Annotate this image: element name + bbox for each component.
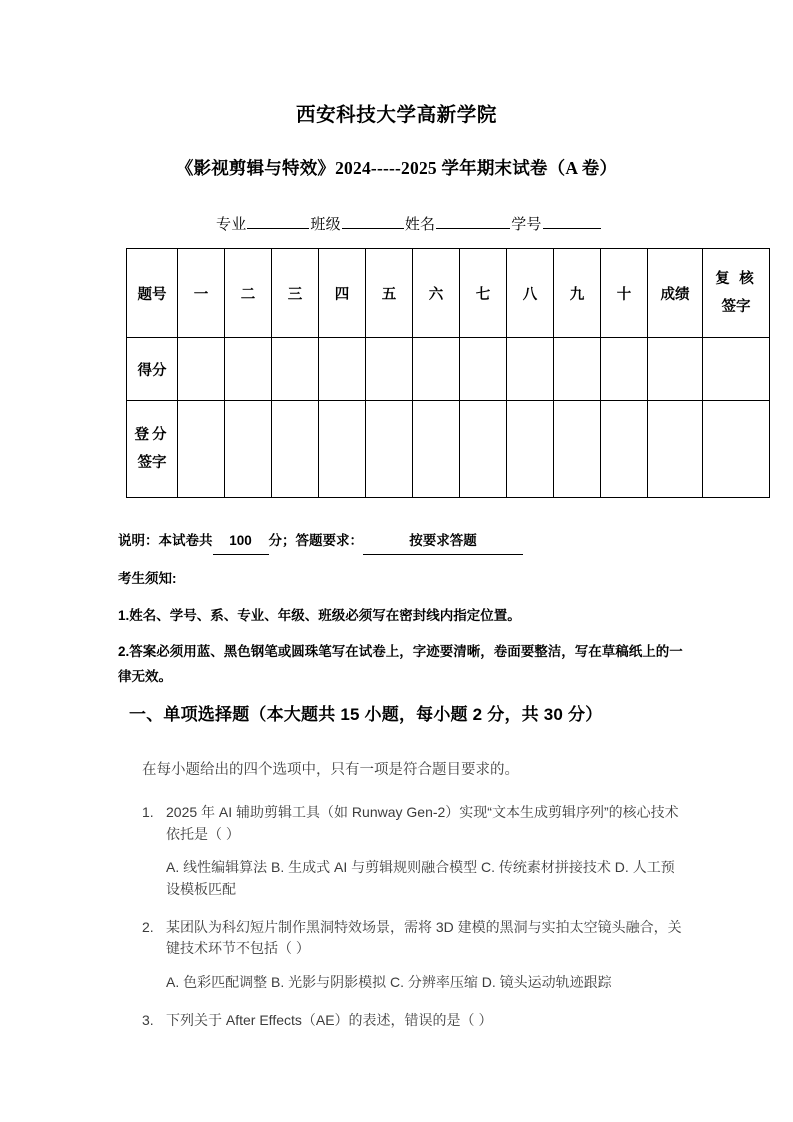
cell-register-review[interactable] [703,401,770,498]
cell-score-10[interactable] [601,338,648,401]
cell-register-7[interactable] [460,401,507,498]
question-item-1 [142,802,682,901]
cell-score-review[interactable] [703,338,770,401]
cell-score-2[interactable] [225,338,272,401]
cell-score-label: 得分 [127,338,178,401]
cell-register-9[interactable] [554,401,601,498]
major-input-rule[interactable] [247,214,309,229]
section-heading-multiple-choice: 一、单项选择题（本大题共 15 小题，每小题 2 分，共 30 分） [129,705,603,724]
cell-register-4[interactable] [319,401,366,498]
score-table-container [126,248,757,498]
major-label: 专业 [216,217,247,233]
student-id-input-rule[interactable] [543,214,601,229]
paper-title: 《影视剪辑与特效》2024-----2025 学年期末试卷（A 卷） [175,158,618,178]
question-text-3: 下列关于 After Effects（AE）的表述，错误的是（ ） [166,1011,493,1028]
question-item-3 [142,1010,682,1032]
instruction-line [118,528,684,555]
question-stem-3 [142,1010,682,1032]
instruction-prefix: 说明：本试卷共 [118,533,213,548]
cell-col-9: 九 [554,249,601,338]
questions-list [142,802,682,1048]
cell-score-6[interactable] [413,338,460,401]
cell-register-total[interactable] [648,401,703,498]
cell-score-4[interactable] [319,338,366,401]
candidate-rule-2: 2.答案必须用蓝、黑色钢笔或圆珠笔写在试卷上，字迹要清晰，卷面要整洁，写在草稿纸上的一律无效。 [118,643,683,684]
answer-requirement-value: 按要求答题 [363,528,523,555]
notes-block [118,528,684,690]
section-intro-text: 在每小题给出的四个选项中，只有一项是符合题目要求的。 [142,762,519,778]
cell-score-9[interactable] [554,338,601,401]
question-options-2: A. 色彩匹配调整 B. 光影与阴影模拟 C. 分辨率压缩 D. 镜头运动轨迹跟踪 [166,974,612,991]
cell-col-2: 二 [225,249,272,338]
cell-total-label: 成绩 [648,249,703,338]
question-number-3: 3. [142,1011,154,1028]
notes-spacer-2 [118,593,684,604]
question-item-2 [142,917,682,994]
cell-score-5[interactable] [366,338,413,401]
class-input-rule[interactable] [342,214,404,229]
cell-register-sign-label [127,401,178,498]
name-label: 姓名 [404,217,436,233]
question-stem-1 [142,802,682,845]
cell-review-sign-label [703,249,770,338]
cell-score-7[interactable] [460,338,507,401]
score-table [126,248,770,498]
cell-col-3: 三 [272,249,319,338]
class-label: 班级 [310,217,341,233]
name-input-rule[interactable] [436,214,510,229]
table-row-header [127,249,770,338]
cell-score-total[interactable] [648,338,703,401]
cell-register-5[interactable] [366,401,413,498]
cell-score-3[interactable] [272,338,319,401]
cell-col-6: 六 [413,249,460,338]
candidate-rule-1: 1.姓名、学号、系、专业、年级、班级必须写在密封线内指定位置。 [118,607,521,623]
cell-score-8[interactable] [507,338,554,401]
student-info-line [216,213,602,234]
notes-spacer-3 [118,629,684,640]
question-options-1: A. 线性编辑算法 B. 生成式 AI 与剪辑规则融合模型 C. 传统素材拼接技术 D. 人工预设模板匹配 [166,859,675,898]
question-text-2: 某团队为科幻短片制作黑洞特效场景，需将 3D 建模的黑洞与实拍太空镜头融合，关键技术环节不包括（ ） [166,918,682,957]
cell-register-2[interactable] [225,401,272,498]
question-text-1: 2025 年 AI 辅助剪辑工具（如 Runway Gen-2）实现“文本生成剪辑序列”的核心技术依托是（ ） [166,804,679,842]
cell-col-8: 八 [507,249,554,338]
table-row-score [127,338,770,401]
question-number-2: 2. [142,918,154,935]
candidate-notice-title: 考生须知: [118,571,177,587]
register-label-line1: 登分 [134,426,170,443]
cell-question-no-label: 题号 [127,249,178,338]
cell-register-8[interactable] [507,401,554,498]
cell-col-4: 四 [319,249,366,338]
instruction-mid: 分；答题要求： [268,533,363,548]
school-title: 西安科技大学高新学院 [295,105,497,126]
cell-score-1[interactable] [178,338,225,401]
cell-col-5: 五 [366,249,413,338]
cell-register-10[interactable] [601,401,648,498]
review-label-line1: 复 核 [715,270,757,287]
review-label-line2: 签字 [721,299,751,315]
cell-col-1: 一 [178,249,225,338]
table-row-register-sign [127,401,770,498]
cell-register-1[interactable] [178,401,225,498]
cell-col-10: 十 [601,249,648,338]
cell-register-3[interactable] [272,401,319,498]
question-number-1: 1. [142,804,154,820]
cell-register-6[interactable] [413,401,460,498]
question-stem-2 [142,917,682,960]
notes-spacer-1 [118,555,684,566]
student-id-label: 学号 [511,217,542,233]
cell-col-7: 七 [460,249,507,338]
register-label-line2: 签字 [137,455,167,471]
total-points-value: 100 [213,528,269,555]
